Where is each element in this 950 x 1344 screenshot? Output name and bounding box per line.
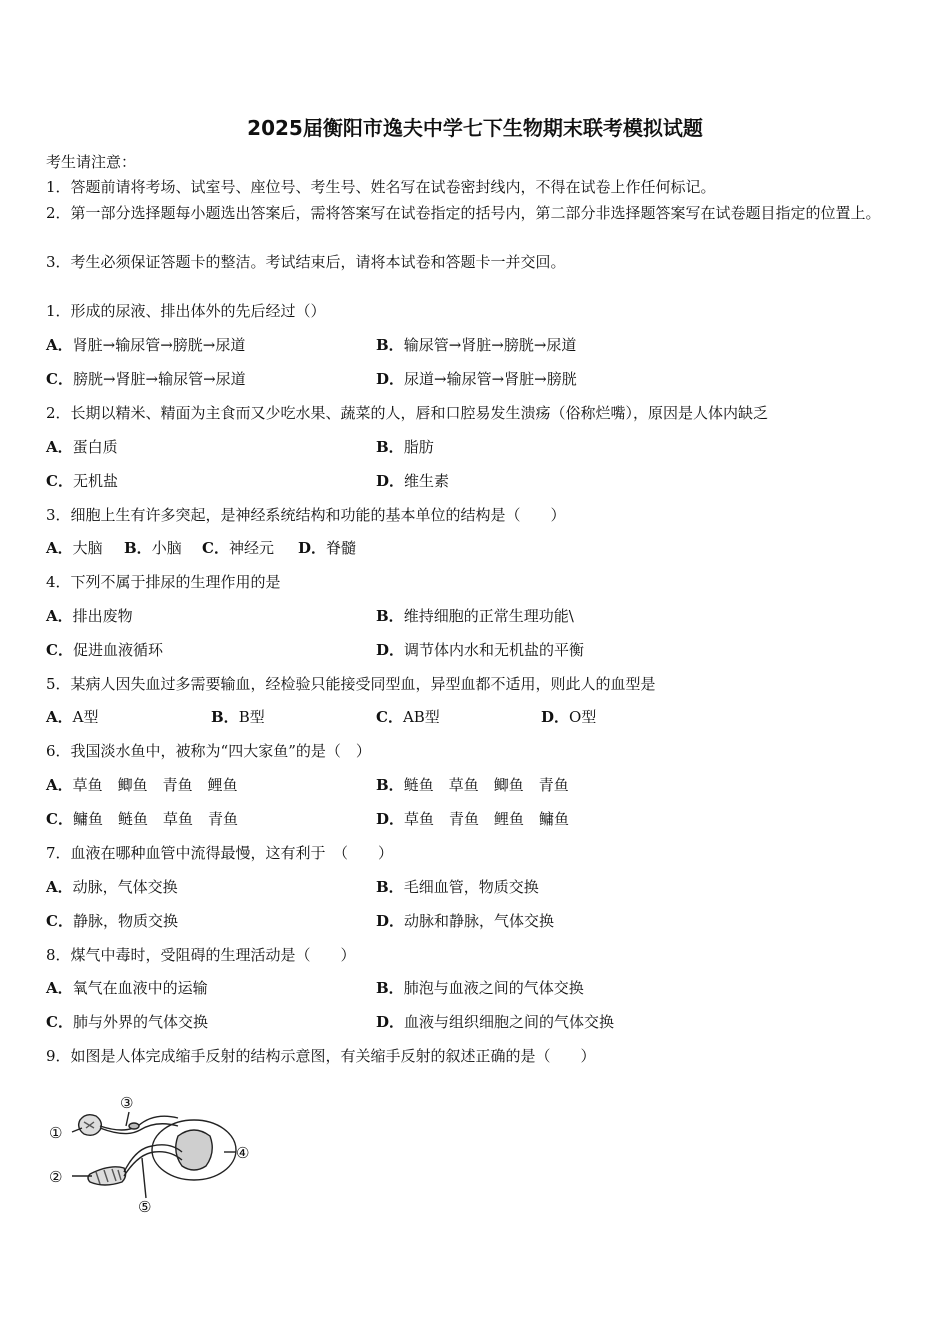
option-label: D．: [376, 810, 405, 828]
option-text: 氧气在血液中的运输: [72, 979, 208, 997]
option: [376, 470, 449, 492]
option-text: AB型: [402, 708, 440, 726]
option: [46, 639, 163, 661]
figure-marker-2: ②: [49, 1168, 63, 1186]
option-label: A．: [46, 979, 73, 997]
option: [376, 910, 554, 932]
option-text: A型: [72, 708, 99, 726]
option-label: C．: [46, 472, 73, 490]
option-label: A．: [46, 336, 73, 354]
question-stem: 2．长期以精米、精面为主食而又少吃水果、蔬菜的人，唇和口腔易发生溃疡（俗称烂嘴），原因是人体内缺乏: [46, 404, 769, 422]
option-text: O型: [569, 708, 597, 726]
question-stem: 9．如图是人体完成缩手反射的结构示意图，有关缩手反射的叙述正确的是（ ）: [46, 1047, 596, 1065]
question-stem: 1．形成的尿液、排出体外的先后经过（）: [46, 302, 326, 320]
question-stem: 5．某病人因失血过多需要输血，经检验只能接受同型血，异型血都不适用，则此人的血型是: [46, 675, 656, 693]
option: [46, 977, 208, 999]
option-text: 促进血液循环: [72, 641, 163, 659]
option-text: 鳙鱼 鲢鱼 草鱼 青鱼: [72, 810, 238, 828]
option-text: 动脉，气体交换: [72, 878, 178, 896]
option: [376, 774, 569, 796]
option: [46, 436, 118, 458]
option-label: B．: [376, 336, 404, 354]
option: [376, 334, 576, 356]
option: [376, 1011, 614, 1033]
option: [46, 1011, 208, 1033]
option-text: 尿道→输尿管→肾脏→膀胱: [404, 370, 577, 388]
option-text: 动脉和静脉，气体交换: [404, 912, 555, 930]
option-text: 静脉，物质交换: [72, 912, 178, 930]
option: [202, 537, 274, 559]
option-text: 神经元: [228, 539, 274, 557]
option-label: D．: [376, 370, 405, 388]
option: [376, 368, 577, 390]
figure-marker-5: ⑤: [138, 1198, 152, 1216]
figure-marker-1: ①: [49, 1124, 63, 1142]
option-label: C．: [46, 370, 73, 388]
figure-marker-3: ③: [120, 1094, 134, 1112]
option: [124, 537, 182, 559]
option: [376, 436, 434, 458]
option: [46, 334, 245, 356]
question-stem: 3．细胞上生有许多突起，是神经系统结构和功能的基本单位的结构是（ ）: [46, 506, 566, 524]
option: [46, 368, 246, 390]
option-label: D．: [376, 472, 405, 490]
option-label: C．: [46, 1013, 73, 1031]
option-label: A．: [46, 878, 73, 896]
option: [376, 876, 539, 898]
option-text: 膀胱→肾脏→输尿管→尿道: [72, 370, 246, 388]
option-label: D．: [376, 1013, 405, 1031]
notice-item: 2．第一部分选择题每小题选出答案后，需将答案写在试卷指定的括号内，第二部分非选择题答案写在试卷题目指定的位置上。: [46, 204, 881, 222]
option-label: A．: [46, 708, 73, 726]
option-text: 小脑: [151, 539, 182, 557]
option-label: A．: [46, 607, 73, 625]
option-text: 输尿管→肾脏→膀胱→尿道: [403, 336, 577, 354]
option-text: 维持细胞的正常生理功能\: [403, 607, 574, 625]
option-text: 维生素: [404, 472, 450, 490]
option-label: B．: [211, 708, 239, 726]
option-text: 无机盐: [72, 472, 118, 490]
option-text: 草鱼 鲫鱼 青鱼 鲤鱼: [72, 776, 238, 794]
option-label: B．: [376, 607, 404, 625]
option-label: C．: [46, 810, 73, 828]
option: [376, 605, 574, 627]
option: [46, 605, 133, 627]
option: [46, 537, 103, 559]
option-text: 蛋白质: [72, 438, 118, 456]
option: [376, 808, 569, 830]
option-label: C．: [46, 912, 73, 930]
option-text: 毛细血管，物质交换: [403, 878, 539, 896]
notice-heading: 考生请注意：: [46, 153, 137, 171]
option-label: A．: [46, 539, 73, 557]
option-text: 肺泡与血液之间的气体交换: [403, 979, 584, 997]
question-stem: 6．我国淡水鱼中，被称为“四大家鱼”的是（ ）: [46, 742, 371, 760]
option-text: 排出废物: [72, 607, 133, 625]
reflex-arc-figure: [46, 1088, 261, 1216]
option: [211, 706, 265, 728]
option-label: B．: [124, 539, 152, 557]
option: [298, 537, 356, 559]
option-text: 大脑: [72, 539, 103, 557]
question-stem: 7．血液在哪种血管中流得最慢，这有利于 （ ）: [46, 844, 394, 862]
option-text: 肾脏→输尿管→膀胱→尿道: [72, 336, 246, 354]
option: [376, 639, 584, 661]
notice-item: 1．答题前请将考场、试室号、座位号、考生号、姓名写在试卷密封线内，不得在试卷上作任何标记。: [46, 178, 716, 196]
option-text: 脊髓: [326, 539, 357, 557]
option-label: B．: [376, 438, 404, 456]
figure-marker-4: ④: [236, 1144, 250, 1162]
option-label: A．: [46, 776, 73, 794]
option-label: C．: [376, 708, 403, 726]
option-text: 调节体内水和无机盐的平衡: [404, 641, 585, 659]
option-label: D．: [376, 912, 405, 930]
option-label: D．: [376, 641, 405, 659]
option-text: 血液与组织细胞之间的气体交换: [404, 1013, 615, 1031]
option-text: 肺与外界的气体交换: [72, 1013, 208, 1031]
option: [46, 808, 238, 830]
option: [376, 977, 584, 999]
option: [46, 706, 98, 728]
notice-item: 3．考生必须保证答题卡的整洁。考试结束后，请将本试卷和答题卡一并交回。: [46, 253, 566, 271]
option-label: B．: [376, 878, 404, 896]
option-label: C．: [46, 641, 73, 659]
option-text: 草鱼 青鱼 鲤鱼 鳙鱼: [404, 810, 570, 828]
page-title: 2025届衡阳市逸夫中学七下生物期末联考模拟试题: [247, 116, 703, 140]
option-text: 脂肪: [403, 438, 434, 456]
question-stem: 4．下列不属于排尿的生理作用的是: [46, 573, 281, 591]
question-stem: 8．煤气中毒时，受阻碍的生理活动是（ ）: [46, 946, 356, 964]
option-label: B．: [376, 776, 404, 794]
option-text: 鲢鱼 草鱼 鲫鱼 青鱼: [403, 776, 569, 794]
option: [46, 774, 238, 796]
option-label: C．: [202, 539, 229, 557]
option: [46, 910, 178, 932]
option-text: B型: [238, 708, 265, 726]
option: [541, 706, 596, 728]
option-label: A．: [46, 438, 73, 456]
option-label: D．: [298, 539, 327, 557]
option: [46, 876, 178, 898]
option: [46, 470, 118, 492]
option-label: B．: [376, 979, 404, 997]
option-label: D．: [541, 708, 570, 726]
option: [376, 706, 440, 728]
